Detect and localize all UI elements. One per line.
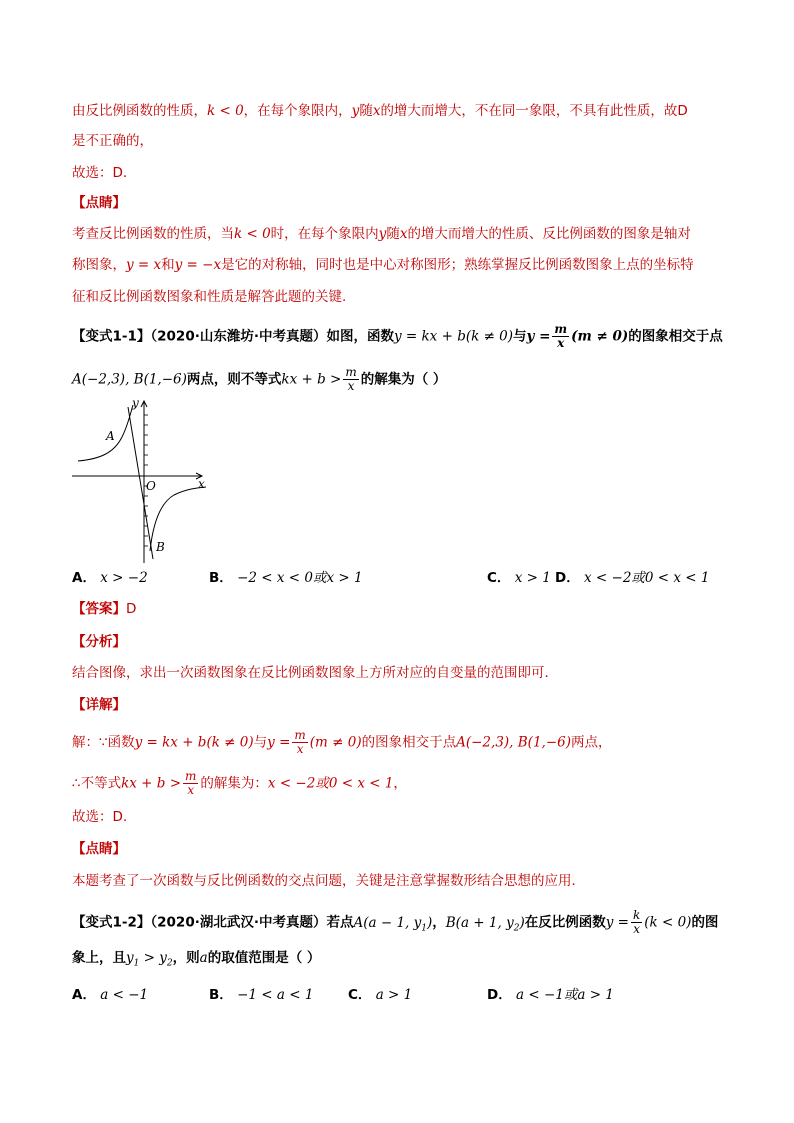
- answer-heading: 【答案】: [72, 601, 126, 617]
- text: 是它的对称轴，同时也是中心对称图形；熟练掌握反比例函数图象上点的坐标特: [221, 257, 694, 273]
- text: 随: [386, 226, 400, 242]
- detail-select: 故选：D.: [72, 809, 128, 825]
- text: ∴不等式: [72, 775, 122, 792]
- point-label-b: B: [156, 540, 165, 554]
- text: 时，在每个象限内: [270, 226, 379, 242]
- question-1-2-line-2: [72, 948, 320, 974]
- math: (k < 0): [644, 914, 692, 931]
- numerator: m: [345, 365, 357, 379]
- option-key: B．: [209, 987, 233, 1003]
- subscript: 2: [166, 958, 173, 969]
- math: x: [372, 103, 381, 119]
- question-source: （2020·山东潍坊·中考真题）: [150, 328, 327, 345]
- option-text: −1 < a < 1: [237, 987, 314, 1003]
- text: 的取值范围是（ ）: [207, 950, 321, 966]
- math: [445, 914, 525, 934]
- text: 的图象相交于点: [361, 734, 457, 751]
- comment-line-1: [72, 224, 691, 244]
- text: 象上，且: [72, 950, 126, 966]
- text: ，: [393, 775, 407, 792]
- option-key: A．: [72, 987, 96, 1003]
- option-key: A．: [72, 570, 96, 586]
- subscript: 1: [133, 958, 140, 969]
- option-d[interactable]: [487, 985, 614, 1005]
- math: y = −x: [174, 257, 222, 273]
- text: 随: [359, 103, 373, 119]
- text: 称图象，: [72, 257, 126, 273]
- numerator: m: [294, 728, 306, 742]
- comment-heading: 【点睛】: [72, 195, 126, 211]
- denominator: x: [633, 922, 640, 936]
- text: ，: [432, 914, 446, 931]
- analysis-text: 结合图像，求出一次函数图象在反比例函数图象上方所对应的自变量的范围即可．: [72, 665, 558, 681]
- axis-label-y: y: [132, 396, 139, 410]
- fraction: [343, 366, 358, 393]
- comment-line-2: [72, 255, 694, 275]
- math: kx + b >: [281, 371, 342, 388]
- text: 的图: [691, 914, 719, 931]
- text: 的解集为（ ）: [360, 371, 447, 388]
- math: y =: [526, 328, 551, 345]
- text: 的图象相交于点: [628, 328, 723, 345]
- math: kx + b >: [121, 775, 182, 792]
- option-a[interactable]: [72, 568, 148, 588]
- math: k < 0: [207, 103, 244, 119]
- function-graph: [70, 393, 210, 565]
- subscript: 2: [513, 923, 520, 934]
- denominator: x: [187, 783, 195, 797]
- question-1-1-line-2: [72, 366, 446, 393]
- option-text: a < −1: [100, 987, 149, 1003]
- option-key: D．: [555, 570, 580, 586]
- math: y: [378, 226, 387, 242]
- text: 在反比例函数: [524, 914, 606, 931]
- fraction: [183, 770, 198, 797]
- comment-line-3: 征和反比例函数图象和性质是解答此题的关键.: [72, 289, 347, 305]
- math: y = kx + b(k ≠ 0): [134, 734, 254, 751]
- point-label-a: A: [106, 429, 115, 443]
- math-part: > y: [139, 950, 167, 966]
- math: (m ≠ 0): [309, 734, 362, 751]
- text: 的增大而增大的性质、反比例函数的图象是轴对: [407, 226, 691, 242]
- text: 与: [513, 328, 527, 345]
- origin-label: O: [146, 479, 156, 493]
- text: 两点，: [571, 734, 612, 751]
- denominator: x: [347, 379, 355, 393]
- text: ，在每个象限内，: [243, 103, 352, 119]
- comment-2-text: 本题考查了一次函数与反比例函数的交点问题，关键是注意掌握数形结合思想的应用．: [72, 873, 585, 889]
- text: 和: [161, 257, 175, 273]
- math: y = kx + b(k ≠ 0): [393, 328, 514, 345]
- solution-select: 故选：D．: [72, 165, 137, 181]
- fraction: [631, 909, 642, 936]
- solution-line-2: 是不正确的，: [72, 133, 153, 149]
- math-part: B(a + 1, y: [445, 914, 514, 931]
- option-c[interactable]: [487, 568, 551, 588]
- math: A(−2,3), B(1,−6): [456, 734, 571, 751]
- numerator: k: [632, 908, 641, 922]
- math: x: [399, 226, 408, 242]
- denominator: x: [296, 742, 304, 756]
- text: 解：∵函数: [72, 734, 135, 751]
- option-a[interactable]: [72, 985, 148, 1005]
- question-tag: 【变式1-1】: [72, 328, 151, 345]
- text: 的解集为：: [200, 775, 268, 792]
- answer-line: [72, 599, 136, 619]
- math: A(−2,3), B(1,−6): [72, 371, 187, 388]
- option-b[interactable]: [209, 568, 363, 588]
- analysis-heading: 【分析】: [72, 634, 126, 650]
- question-source: （2020·湖北武汉·中考真题）: [150, 914, 327, 931]
- text: 两点，则不等式: [186, 371, 282, 388]
- solution-line-1: [72, 101, 688, 121]
- math-part: y: [126, 950, 134, 966]
- subscript: 1: [421, 923, 427, 934]
- detail-line-2: [72, 770, 407, 797]
- detail-heading: 【详解】: [72, 697, 126, 713]
- math-part: ): [426, 914, 433, 931]
- option-text: −2 < x < 0或x > 1: [237, 570, 363, 586]
- math: a: [199, 950, 208, 966]
- answer-value: D: [126, 601, 137, 617]
- math: y =: [267, 734, 291, 751]
- fraction: [292, 729, 307, 756]
- question-1-1-line-1: [72, 323, 723, 350]
- option-text: x > −2: [100, 570, 148, 586]
- option-text: x > 1: [514, 570, 551, 586]
- question-tag: 【变式1-2】: [72, 914, 151, 931]
- option-text: a < −1或a > 1: [516, 987, 614, 1003]
- option-d[interactable]: [555, 568, 710, 588]
- math: [353, 914, 433, 934]
- numerator: m: [185, 769, 197, 783]
- text: 如图，函数: [326, 328, 394, 345]
- option-text: a > 1: [375, 987, 413, 1003]
- option-key: C．: [487, 570, 511, 586]
- math: (m ≠ 0): [571, 328, 629, 345]
- math-part: ): [519, 914, 525, 931]
- text: 由反比例函数的性质，: [72, 103, 207, 119]
- denominator: x: [557, 336, 565, 350]
- option-key: C．: [348, 987, 372, 1003]
- option-key: D．: [487, 987, 512, 1003]
- math: y =: [605, 914, 629, 931]
- math: k < 0: [234, 226, 271, 242]
- detail-line-1: [72, 729, 612, 756]
- fraction: [552, 323, 569, 350]
- question-1-2-line-1: [72, 909, 718, 938]
- option-key: B．: [209, 570, 233, 586]
- axis-label-x: x: [198, 477, 205, 491]
- math: y: [351, 103, 360, 119]
- comment-2-heading: 【点睛】: [72, 841, 126, 857]
- math: [126, 950, 173, 969]
- text: 与: [253, 734, 268, 751]
- numerator: m: [554, 322, 568, 336]
- option-text: x < −2或0 < x < 1: [584, 570, 710, 586]
- option-c[interactable]: [348, 985, 412, 1005]
- text: 考查反比例函数的性质，当: [72, 226, 234, 242]
- text: 的增大而增大，不在同一象限，不具有此性质，故D: [380, 103, 688, 119]
- math: y = x: [126, 257, 162, 273]
- math-part: A(a − 1, y: [353, 914, 422, 931]
- math: x < −2或0 < x < 1: [267, 775, 394, 792]
- text: ，则: [172, 950, 200, 966]
- text: 若点: [326, 914, 354, 931]
- option-b[interactable]: [209, 985, 313, 1005]
